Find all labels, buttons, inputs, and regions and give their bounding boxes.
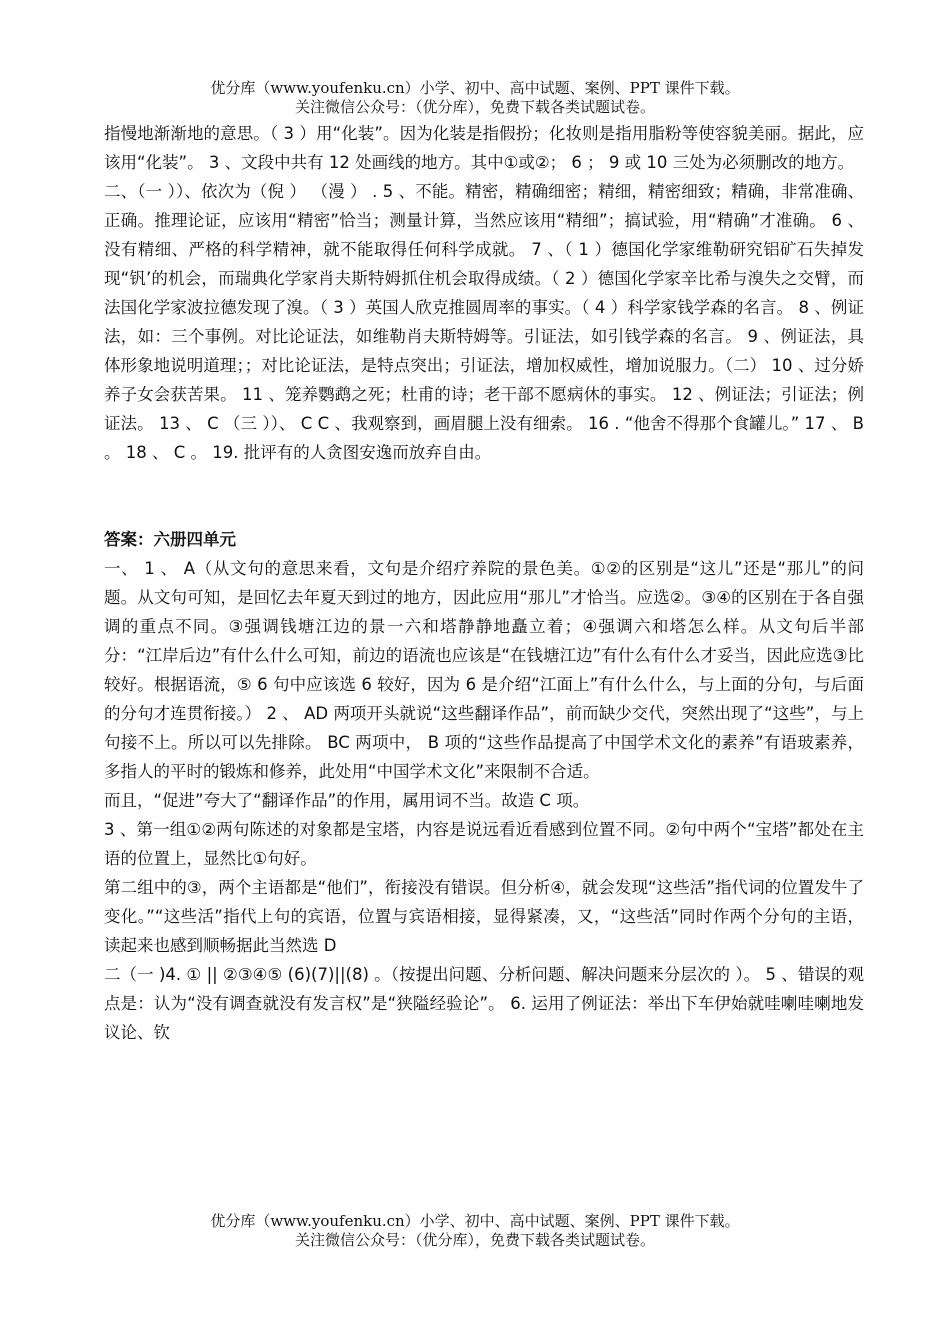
paragraph: 3 、第一组①②两句陈述的对象都是宝塔，内容是说远看近看感到位置不同。②句中两个“宝塔”都处在主语的位置上，显然比①句好。 xyxy=(104,820,864,868)
section-spacer xyxy=(104,467,864,525)
paragraph: 而且，“促进”夸大了“翻译作品”的作用，属用词不当。故造 C 项。 xyxy=(104,791,590,810)
paragraph: 指慢地渐渐地的意思。（ 3 ）用“化装”。因为化装是指假扮；化妆则是指用脂粉等使容貌美丽。据此，应该用“化装”。 3 、文段中共有 12 处画线的地方。其中①或②； 6 ； 9 或 10 三处为必须删改的地方。 xyxy=(104,124,864,172)
page-footer xyxy=(0,1212,950,1250)
paragraph: 二、（一 ））、依次为（倪 ） （漫 ） . 5 、不能。精密，精确细密；精细，精密细致；精确，非常准确、正确。推理论证，应该用“精密”恰当；测量计算，当然应该用“精细”；搞试验，用“精确”才准确。 6 、没有精细、严格的科学精神，就不能取得任何科学成就。 7 、（ 1 ）德国化学家维勒研究铝矿石失掉发现“钒’的机会，而瑞典化学家肖夫斯特姆抓住机会取得成绩。（ 2 ）德国化学家辛比希与溴失之交臂，而法国化学家波拉德发现了溴。（ 3 ）英国人欣克推圆周率的事实。（ 4 ）科学家钱学森的名言。 8 、例证法，如：三个事例。对比论证法，如维勒肖夫斯特姆等。引证法，如引钱学森的名言。 9 、例证法，具体形象地说明道理；；对比论证法，是特点突出；引证法，增加权威性，增加说服力。（二） 10 、过分娇养子女会获苦果。 11 、笼养鹦鹉之死；杜甫的诗；老干部不愿病休的事实。 12 、例证法；引证法；例证法。 13 、 C （三 ））、 C C 、我观察到，画眉腿上没有细索。 16 . “他舍不得那个食罐儿。” 17 、 B 。 18 、 C 。 19. 批评有的人贪图安逸而放弃自由。 xyxy=(104,182,864,462)
page-header xyxy=(0,79,950,117)
header-line-1: 优分库（www.youfenku.cn）小学、初中、高中试题、案例、PPT 课件下载。 xyxy=(210,79,740,97)
document-body xyxy=(104,119,864,1047)
footer-line-2: 关注微信公众号：（优分库），免费下载各类试题试卷。 xyxy=(294,1231,655,1249)
paragraph: 二（一 )4. ① || ②③④⑤ (6)(7)||(8) 。（按提出问题、分析问题、解决问题来分层次的 ）。 5 、错误的观点是：认为“没有调查就没有发言权”是“狭隘经验论”。 6. 运用了例证法：举出下车伊始就哇喇哇喇地发议论、钦 xyxy=(104,965,864,1042)
header-line-2: 关注微信公众号：（优分库），免费下载各类试题试卷。 xyxy=(294,98,655,116)
section-heading: 答案：六册四单元 xyxy=(104,530,236,549)
paragraph: 一、 1 、 A（从文句的意思来看，文句是介绍疗养院的景色美。①②的区别是“这儿”还是“那儿”的问题。从文句可知，是回忆去年夏天到过的地方，因此应用“那儿”才恰当。应选②。③④的区别在于各自强调的重点不同。③强调钱塘江边的景一六和塔静静地矗立着；④强调六和塔怎么样。从文句后半部分：“江岸后边”有什么什么可知，前边的语流也应该是“在钱塘江边”有什么有什么才妥当，因此应选③比较好。根据语流，⑤ 6 句中应该选 6 较好，因为 6 是介绍“江面上”有什么什么，与上面的分句，与后面的分句才连贯衔接。） 2 、 AD 两项开头就说“这些翻译作品”，前而缺少交代，突然出现了“这些”，与上句接不上。所以可以先排除。 BC 两项中， B 项的“这些作品提高了中国学术文化的素养”有语玻素养，多指人的平时的锻炼和修养，此处用“中国学术文化”来限制不合适。 xyxy=(104,559,864,781)
footer-line-1: 优分库（www.youfenku.cn）小学、初中、高中试题、案例、PPT 课件下载。 xyxy=(210,1212,740,1230)
paragraph: 第二组中的③，两个主语都是“他们”，衔接没有错误。但分析④，就会发现“这些活”指代词的位置发牛了变化。”“这些活”指代上句的宾语，位置与宾语相接，显得紧凑，又，“这些活”同时作两个分句的主语，读起来也感到顺畅据此当然选 D xyxy=(104,878,864,955)
